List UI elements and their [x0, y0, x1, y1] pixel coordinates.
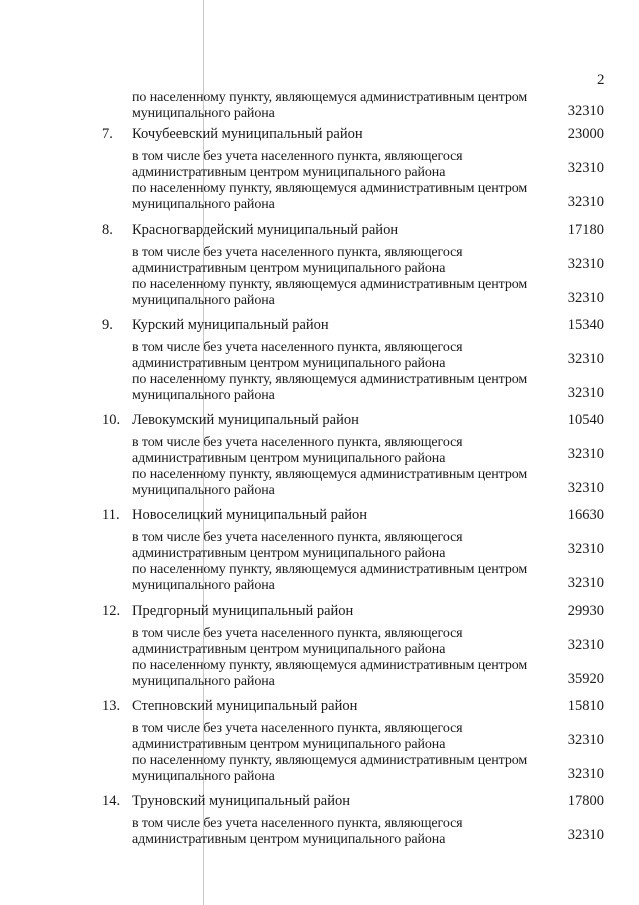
excluding-sub-label: в том числе без учета населенного пункта, являющегося административным центром муниципального района	[132, 245, 463, 276]
district-number: 7.	[102, 126, 113, 142]
district-value: 17180	[567, 222, 604, 238]
center-sub-label: по населенному пункту, являющемуся административным центром муниципального района	[132, 277, 528, 308]
excluding-value: 32310	[567, 256, 604, 272]
excluding-sub-label: в том числе без учета населенного пункта, являющегося административным центром муниципального района	[132, 816, 463, 847]
center-value: 35920	[567, 671, 604, 687]
center-value: 32310	[567, 385, 604, 401]
center-sub-label: по населенному пункту, являющемуся административным центром муниципального района	[132, 562, 528, 593]
page-number: 2	[597, 72, 605, 88]
center-sub-label: по населенному пункту, являющемуся административным центром муниципального района	[132, 467, 528, 498]
district-value: 17800	[567, 793, 604, 809]
district-number: 12.	[102, 603, 121, 619]
center-sub-label: по населенному пункту, являющемуся административным центром муниципального района	[132, 181, 528, 212]
center-value: 32310	[567, 103, 604, 119]
excluding-value: 32310	[567, 541, 604, 557]
district-number: 10.	[102, 412, 121, 428]
excluding-value: 32310	[567, 637, 604, 653]
district-value: 16630	[567, 507, 604, 523]
district-number: 14.	[102, 793, 121, 809]
center-value: 32310	[567, 766, 604, 782]
center-sub-label: по населенному пункту, являющемуся административным центром муниципального района	[132, 753, 528, 784]
center-value: 32310	[567, 480, 604, 496]
excluding-value: 32310	[567, 160, 604, 176]
district-value: 10540	[567, 412, 604, 428]
excluding-sub-label: в том числе без учета населенного пункта, являющегося административным центром муниципального района	[132, 149, 463, 180]
district-name: Новоселицкий муниципальный район	[132, 507, 368, 523]
excluding-value: 32310	[567, 446, 604, 462]
district-name: Красногвардейский муниципальный район	[132, 222, 399, 238]
center-sub-label: по населенному пункту, являющемуся административным центром муниципального района	[132, 658, 528, 689]
district-name: Труновский муниципальный район	[132, 793, 350, 809]
center-sub-label: по населенному пункту, являющемуся административным центром муниципального района	[132, 372, 528, 403]
excluding-sub-label: в том числе без учета населенного пункта, являющегося административным центром муниципального района	[132, 626, 463, 657]
district-name: Левокумский муниципальный район	[132, 412, 359, 428]
excluding-sub-label: в том числе без учета населенного пункта, являющегося административным центром муниципального района	[132, 721, 463, 752]
center-value: 32310	[567, 575, 604, 591]
district-number: 8.	[102, 222, 113, 238]
district-number: 13.	[102, 698, 121, 714]
center-value: 32310	[567, 290, 604, 306]
district-value: 15810	[567, 698, 604, 714]
center-sub-label: по населенному пункту, являющемуся административным центром муниципального района	[132, 90, 528, 121]
district-name: Предгорный муниципальный район	[132, 603, 354, 619]
excluding-sub-label: в том числе без учета населенного пункта, являющегося административным центром муниципального района	[132, 530, 463, 561]
excluding-value: 32310	[567, 351, 604, 367]
center-value: 32310	[567, 194, 604, 210]
excluding-sub-label: в том числе без учета населенного пункта, являющегося административным центром муниципального района	[132, 435, 463, 466]
excluding-sub-label: в том числе без учета населенного пункта, являющегося административным центром муниципального района	[132, 340, 463, 371]
excluding-value: 32310	[567, 732, 604, 748]
district-name: Степновский муниципальный район	[132, 698, 358, 714]
district-name: Курский муниципальный район	[132, 317, 329, 333]
district-value: 15340	[567, 317, 604, 333]
district-number: 11.	[102, 507, 120, 523]
district-value: 29930	[567, 603, 604, 619]
district-name: Кочубеевский муниципальный район	[132, 126, 363, 142]
district-number: 9.	[102, 317, 113, 333]
district-value: 23000	[567, 126, 604, 142]
excluding-value: 32310	[567, 827, 604, 843]
